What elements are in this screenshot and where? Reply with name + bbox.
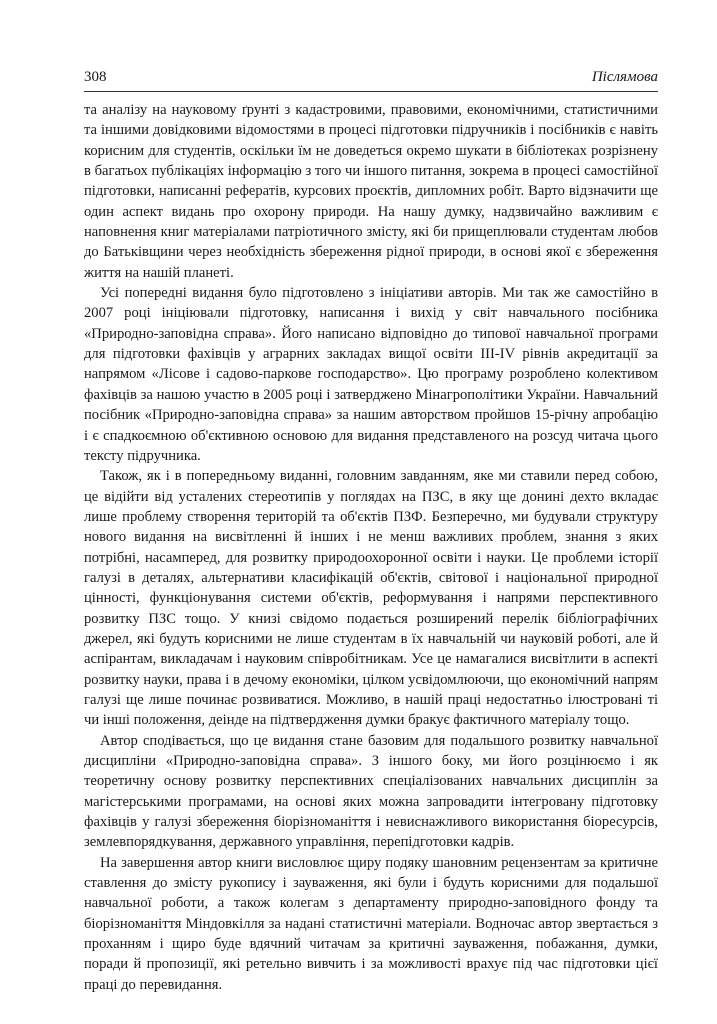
paragraph: На завершення автор книги висловлює щиру подяку шановним рецензентам за критичне ставлення до змісту рукопису і зауваження, які були і будуть корисними для подальшої навчальної роботи, а також колегам з департаменту природно-заповідного фонду та біорізноманіття Міндовкілля за надані статистичні матеріали. Водночас автор звертається з проханням і щиро буде вдячний читачам за критичні зауваження, побажання, думки, поради й пропозиції, які ретельно вивчить і за можливості врахує під час підготовки цієї праці до перевидання.	[84, 854, 658, 993]
paragraph-continuation: та аналізу на науковому ґрунті з кадастровими, правовими, економічними, статистичними та іншими довідковими відомостями в процесі підготовки підручників і посібників є навіть корисним для студентів, оскільки їм не доведеться окремо шукати в бібліотеках розрізнену в багатьох публікаціях інформацію з того чи іншого питання, зокрема в процесі самостійної підготовки, написанні рефератів, курсових проєктів, дипломних робіт. Варто відзначити ще один аспект видань про охорону природи. На нашу думку, надзвичайно важливим є наповнення книг матеріалами патріотичного змісту, які би прищеплювали студентам любов до Батьківщини через необхідність збереження рідної природи, в основі якої є збереження життя на нашій планеті.	[84, 102, 658, 281]
paragraph: Автор сподівається, що це видання стане базовим для подальшого розвитку навчальної дисципліни «Природно-заповідна справа». З іншого боку, ми його розцінюємо і як теоретичну основу розвитку перспективних спеціалізованих навчальних дисциплін за магістерськими програмами, на основі яких можна запровадити інтегровану підготовку фахівців у галузі збереження біорізноманіття і невиснажливого використання біоресурсів, землевпорядкування, державного управління, перепідготовки кадрів.	[84, 732, 658, 851]
paragraph: Також, як і в попередньому виданні, головним завданням, яке ми ставили перед собою, це відійти від усталених стереотипів у поглядах на ПЗС, в яку ще донині дехто вкладає лише проблему створення територій та об'єктів ПЗФ. Безперечно, ми будували структуру нового видання на висвітленні й інших і не менш важливих проблем, знання з яких потрібні, насамперед, для розвитку природоохоронної освіти і науки. Це проблеми історії галузі в деталях, альтернативи класифікацій об'єктів, світової і національної природної цінності, функціонування системи об'єктів, реформування і напрями перспективного розвитку ПЗС тощо. У книзі свідомо подається розширений перелік бібліографічних джерел, які будуть корисними не лише студентам в їх навчальній чи науковій роботі, але й аспірантам, викладачам і науковим співробітникам. Усе це намагалися висвітлити в аспекті розвитку науки, права і в дечому економіки, цілком усвідомлюючи, що економічний напрям галузі ще лише починає розвиватися. Можливо, в нашій праці недостатньо ілюстровані ті чи інші положення, деінде на підтвердження думки бракує фактичного матеріалу тощо.	[84, 468, 658, 729]
book-page	[84, 68, 658, 995]
page-number: 308	[84, 69, 107, 85]
page-header	[84, 68, 658, 92]
page-body	[84, 100, 658, 995]
paragraph: Усі попередні видання було підготовлено з ініціативи авторів. Ми так же самостійно в 2007 році ініціювали підготовку, написання і вихід у світ навчального посібника «Природно-заповідна справа». Його написано відповідно до типової навчальної програми для підготовки фахівців у аграрних закладах вищої освіти III-IV рівнів акредитації за напрямом «Лісове і садово-паркове господарство». Цю програму розроблено колективом фахівців за нашою участю в 2005 році і затверджено Мінагрополітики України. Навчальний посібник «Природно-заповідна справа» за нашим авторством пройшов 15-річну апробацію і є спадкоємною об'єктивною основою для видання представленого на розсуд читача цього тексту підручника.	[84, 285, 658, 464]
running-title: Післямова	[591, 69, 658, 85]
